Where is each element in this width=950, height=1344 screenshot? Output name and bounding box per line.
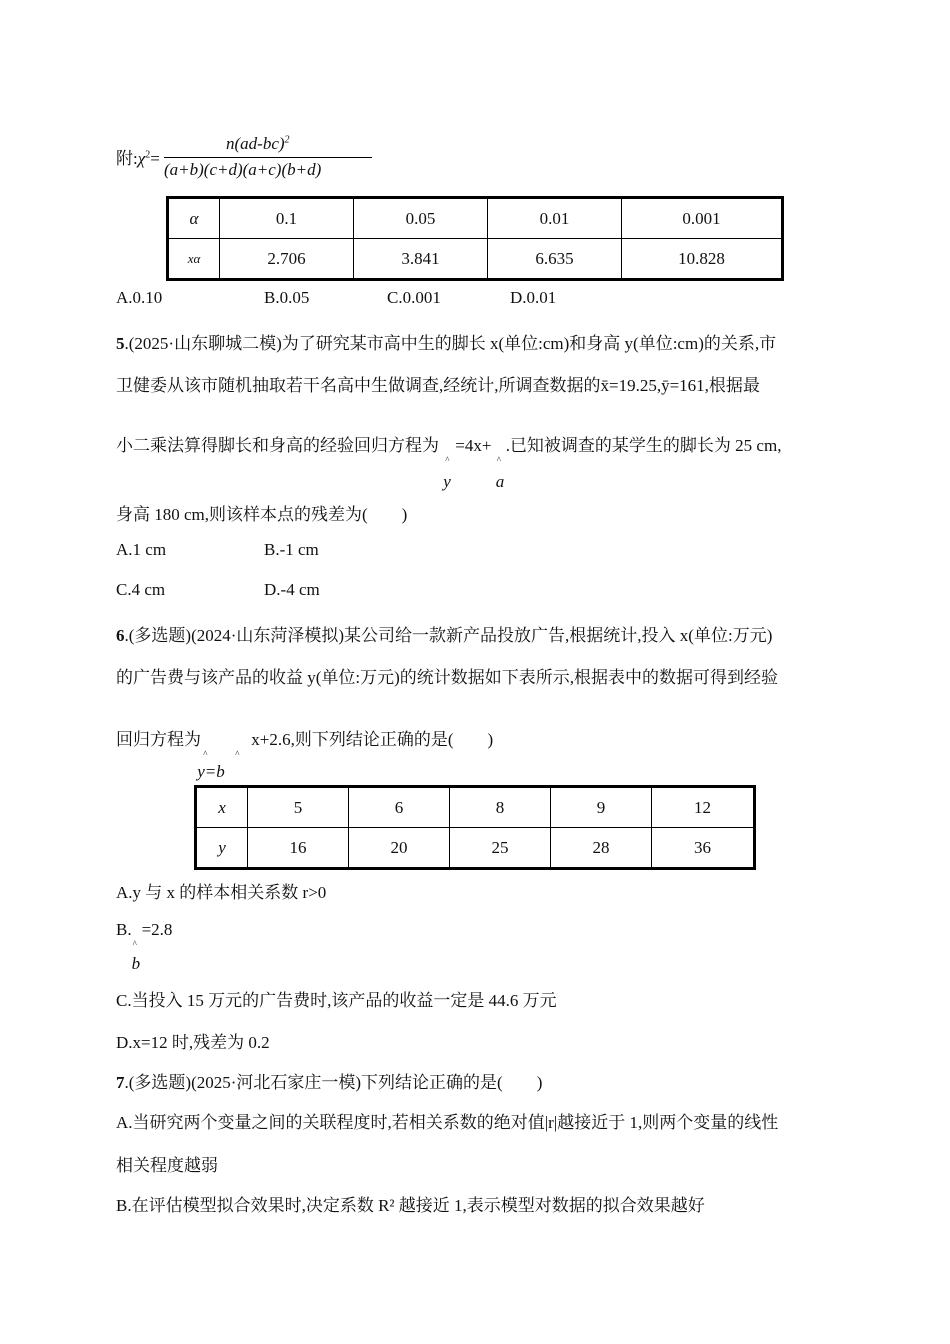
- q7-option-a-line1: A.当研究两个变量之间的关联程度时,若相关系数的绝对值|r|越接近于 1,则两个变量的线性: [116, 1113, 779, 1132]
- q4-option-c: C.0.001: [387, 288, 441, 307]
- hat-mark: ^: [132, 939, 137, 949]
- q5-option-b: B.-1 cm: [264, 540, 319, 559]
- table-cell: xα: [168, 239, 220, 280]
- q6-line1: [116, 621, 772, 646]
- q5-line3-text-c: .已知被调查的某学生的脚长为 25 cm,: [505, 436, 782, 455]
- table-cell: 36: [652, 828, 755, 869]
- table-cell: 6.635: [488, 239, 622, 280]
- question-number: 6: [116, 626, 125, 645]
- q5-line4: 身高 180 cm,则该样本点的残差为( ): [116, 505, 408, 524]
- q5-line2: 卫健委从该市随机抽取若干名高中生做调查,经统计,所调查数据的x̄=19.25,ȳ=161,根据最: [116, 376, 760, 395]
- q6-line3: [116, 725, 494, 781]
- table-row: [168, 198, 783, 239]
- table-cell: 5: [248, 787, 349, 828]
- table-cell: 0.01: [488, 198, 622, 239]
- q5-line1: [116, 329, 776, 354]
- table-cell: 9: [551, 787, 652, 828]
- table-cell: α: [168, 198, 220, 239]
- q7-option-a-line2: 相关程度越弱: [116, 1156, 218, 1175]
- table-cell: 20: [349, 828, 450, 869]
- table-cell: 25: [450, 828, 551, 869]
- q6-line3-text-a: 回归方程为: [116, 730, 201, 749]
- table-cell: 0.05: [354, 198, 488, 239]
- formula-lead-text: 附:: [116, 149, 138, 168]
- q5-line3-text-a: 小二乘法算得脚长和身高的经验回归方程为: [116, 436, 439, 455]
- q6-option-d: D.x=12 时,残差为 0.2: [116, 1033, 270, 1052]
- chi-superscript: 2: [145, 149, 151, 161]
- q4-option-a: A.0.10: [116, 288, 163, 307]
- formula-denominator: (a+b)(c+d)(a+c)(b+d): [164, 160, 322, 179]
- table-cell: 3.841: [354, 239, 488, 280]
- q7-line1-text: .(多选题)(2025·河北石家庄一模)下列结论正确的是( ): [124, 1073, 543, 1092]
- table-row: [168, 239, 783, 280]
- table-cell: 2.706: [220, 239, 354, 280]
- q5-option-a: A.1 cm: [116, 540, 167, 559]
- q6-option-b: [116, 920, 173, 973]
- q7-option-b: B.在评估模型拟合效果时,决定系数 R² 越接近 1,表示模型对数据的拟合效果越好: [116, 1196, 705, 1215]
- q5-option-d: D.-4 cm: [264, 580, 320, 599]
- table-cell: 28: [551, 828, 652, 869]
- hat-mark: ^: [235, 749, 240, 759]
- ad-revenue-table: [194, 785, 756, 870]
- fraction-line: [164, 157, 372, 158]
- b-hat-symbol: b: [131, 954, 141, 973]
- y-hat-symbol: y: [443, 472, 451, 491]
- q6-option-b-value: =2.8: [141, 920, 173, 939]
- q6-option-b-prefix: B.: [116, 920, 132, 939]
- q5-line1-text: .(2025·山东聊城二模)为了研究某市高中生的脚长 x(单位:cm)和身高 y(单位:cm)的关系,市: [124, 334, 777, 353]
- formula-equals: =: [150, 149, 160, 168]
- q6-line3-text-b: x+2.6,则下列结论正确的是( ): [251, 730, 494, 749]
- q6-option-c: C.当投入 15 万元的广告费时,该产品的收益一定是 44.6 万元: [116, 991, 557, 1010]
- regression-eq-symbol: y=b: [197, 762, 225, 781]
- hat-mark: ^: [203, 749, 208, 759]
- q4-option-b: B.0.05: [264, 288, 310, 307]
- q7-line1: [116, 1068, 542, 1093]
- table-row: [196, 787, 755, 828]
- formula-numerator-text: n(ad-bc): [226, 134, 285, 153]
- formula-numerator-sup: 2: [284, 134, 290, 146]
- formula-numerator: [226, 134, 290, 154]
- table-cell: x: [196, 787, 248, 828]
- table-cell: y: [196, 828, 248, 869]
- q5-line3: [116, 431, 782, 491]
- q6-line2: 的广告费与该产品的收益 y(单位:万元)的统计数据如下表所示,根据表中的数据可得到经验: [116, 668, 779, 687]
- q5-option-c: C.4 cm: [116, 580, 166, 599]
- question-number: 7: [116, 1073, 125, 1092]
- a-hat-symbol: a: [495, 472, 505, 491]
- q5-line3-text-b: =4x+: [455, 436, 492, 455]
- formula-lead: [116, 144, 160, 169]
- question-number: 5: [116, 334, 125, 353]
- table-cell: 10.828: [622, 239, 783, 280]
- q4-option-d: D.0.01: [510, 288, 557, 307]
- critical-value-table: [166, 196, 784, 281]
- table-cell: 12: [652, 787, 755, 828]
- q6-line1-text: .(多选题)(2024·山东菏泽模拟)某公司给一款新产品投放广告,根据统计,投入 x(单位:万元): [124, 626, 773, 645]
- hat-mark: ^: [496, 455, 501, 465]
- q6-option-a: A.y 与 x 的样本相关系数 r>0: [116, 883, 327, 902]
- table-cell: 6: [349, 787, 450, 828]
- table-cell: 16: [248, 828, 349, 869]
- chi-symbol: χ: [137, 149, 146, 168]
- table-cell: 0.001: [622, 198, 783, 239]
- hat-mark: ^: [445, 455, 450, 465]
- table-row: [196, 828, 755, 869]
- table-cell: 0.1: [220, 198, 354, 239]
- table-cell: 8: [450, 787, 551, 828]
